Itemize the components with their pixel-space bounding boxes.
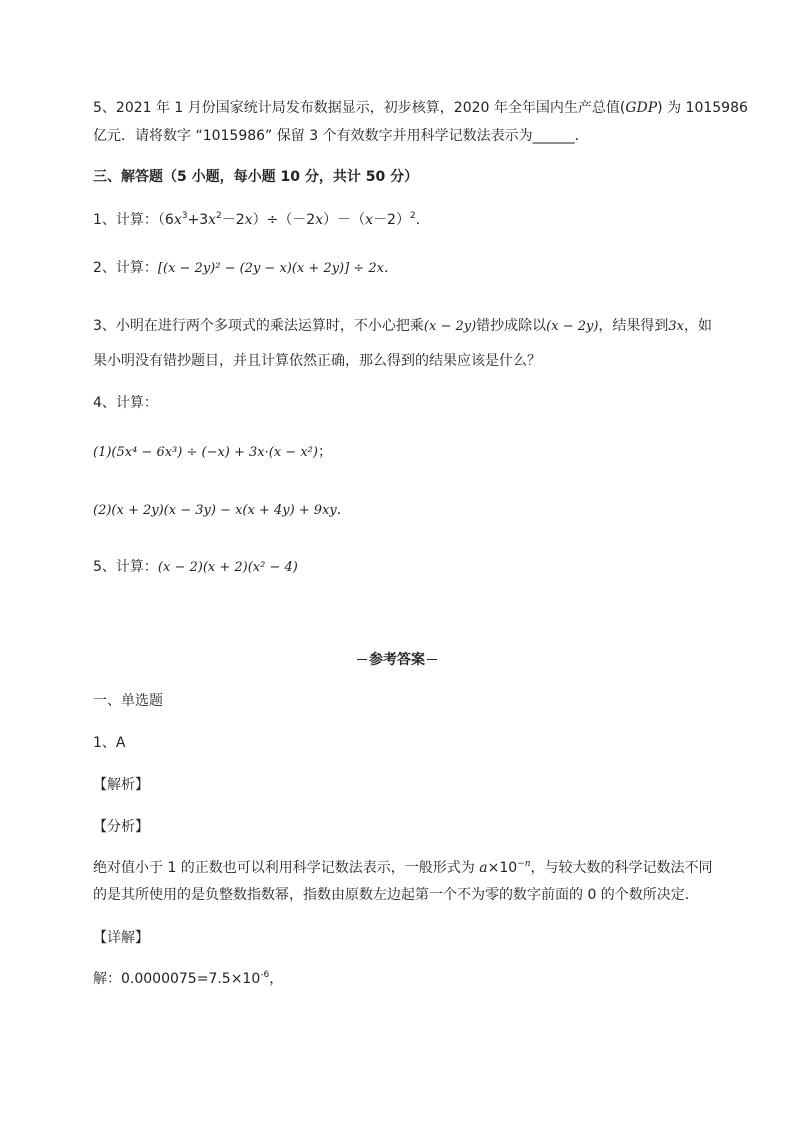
p1-op: ）÷（－2: [252, 212, 316, 228]
problem-4-sub-1: [93, 442, 332, 463]
p4-sub2-expression: (2)(x + 2y)(x − 3y) − x(x + 4y) + 9xy: [93, 503, 337, 518]
p3-text: ，结果得到: [598, 318, 669, 334]
p3-factor-2: (x − 2y): [546, 319, 599, 334]
problem-1: [93, 210, 430, 230]
p1-var: x: [365, 212, 374, 228]
answer-item-1: 1、A: [93, 735, 126, 751]
q5-gdp: GDP: [625, 100, 658, 116]
p1-exp: 2: [409, 211, 416, 221]
p1-exp: 3: [181, 211, 188, 221]
p4-sub2-end: ．: [336, 502, 351, 518]
heading-dash-left: [357, 659, 367, 660]
answer-fenxi: 【分析】: [93, 819, 149, 835]
answer-jiexi: 【解析】: [93, 777, 149, 793]
p1-var: x: [173, 212, 182, 228]
heading-dash-right: [427, 659, 437, 660]
q5-text-a: 5、2021 年 1 月份国家统计局发布数据显示，初步核算，2020 年全年国内生产总值(: [93, 100, 626, 116]
p3-result: 3x: [668, 319, 685, 334]
p1-exp: 2: [216, 211, 222, 221]
analysis-var-a: a: [479, 860, 488, 876]
problem-2: [93, 258, 398, 279]
solution-line: [93, 969, 283, 989]
problem-4-title: 4、计算：: [93, 395, 158, 411]
question-5-line-2: 亿元．请将数字 “1015986” 保留 3 个有效数字并用科学记数法表示为______．: [93, 128, 589, 144]
section-3-title: 三、解答题（5 小题，每小题 10 分，共计 50 分）: [93, 169, 419, 185]
p1-op: +3: [187, 212, 209, 228]
problem-4-sub-2: [93, 500, 351, 521]
p1-prefix: 1、计算：（6: [93, 212, 174, 228]
analysis-line-2: 的是其所使用的是负整数指数幂，指数由原数左边起第一个不为零的数字前面的 0 的个数所决定．: [93, 887, 699, 903]
solution-text: 解：0.0000075=7.5×10: [93, 971, 261, 987]
answer-xiangjie: 【详解】: [93, 930, 149, 946]
p2-end: ．: [383, 260, 398, 276]
p3-text: ，如: [684, 318, 713, 334]
p2-expression: [(x − 2y)² − (2y − x)(x + 2y)] ÷ 2x: [157, 261, 384, 276]
solution-end: ，: [269, 971, 284, 987]
p1-op: －2: [221, 212, 245, 228]
p3-factor-1: (x − 2y): [423, 319, 477, 334]
p1-var: x: [244, 212, 253, 228]
p3-text: 3、小明在进行两个多项式的乘法运算时，不小心把乘: [93, 318, 424, 334]
p5-prefix: 5、计算：: [93, 559, 158, 575]
answers-heading: [0, 650, 794, 670]
analysis-exponent: −n: [517, 859, 531, 869]
analysis-text: ，与较大数的科学记数法不同: [530, 860, 713, 876]
problem-3-line-2: 果小明没有错抄题目，并且计算依然正确，那么得到的结果应该是什么？: [93, 353, 541, 369]
p1-op: ）－（: [323, 212, 366, 228]
p1-op: －2）: [373, 212, 410, 228]
question-5-line-1: [93, 98, 748, 118]
p4-sub1-expression: (1)(5x⁴ − 6x³) ÷ (−x) + 3x·(x − x²): [93, 445, 318, 460]
analysis-line-1: [93, 858, 713, 878]
solution-exponent: -6: [260, 970, 270, 980]
problem-5: [93, 557, 298, 578]
q5-text-b: ) 为 1015986: [657, 100, 748, 116]
problem-3-line-1: [93, 316, 712, 337]
p1-var: x: [315, 212, 324, 228]
analysis-text: 绝对值小于 1 的正数也可以利用科学记数法表示，一般形式为: [93, 860, 480, 876]
p1-end: ．: [415, 212, 430, 228]
p3-text: 错抄成除以: [476, 318, 547, 334]
p2-prefix: 2、计算：: [93, 260, 158, 276]
p4-sub1-end: ；: [317, 444, 332, 460]
analysis-times: ×10: [487, 860, 518, 876]
p5-expression: (x − 2)(x + 2)(x² − 4): [157, 560, 298, 575]
answers-section-1: 一、单选题: [93, 693, 163, 709]
answers-heading-text: 参考答案: [369, 652, 425, 668]
p1-var: x: [208, 212, 217, 228]
